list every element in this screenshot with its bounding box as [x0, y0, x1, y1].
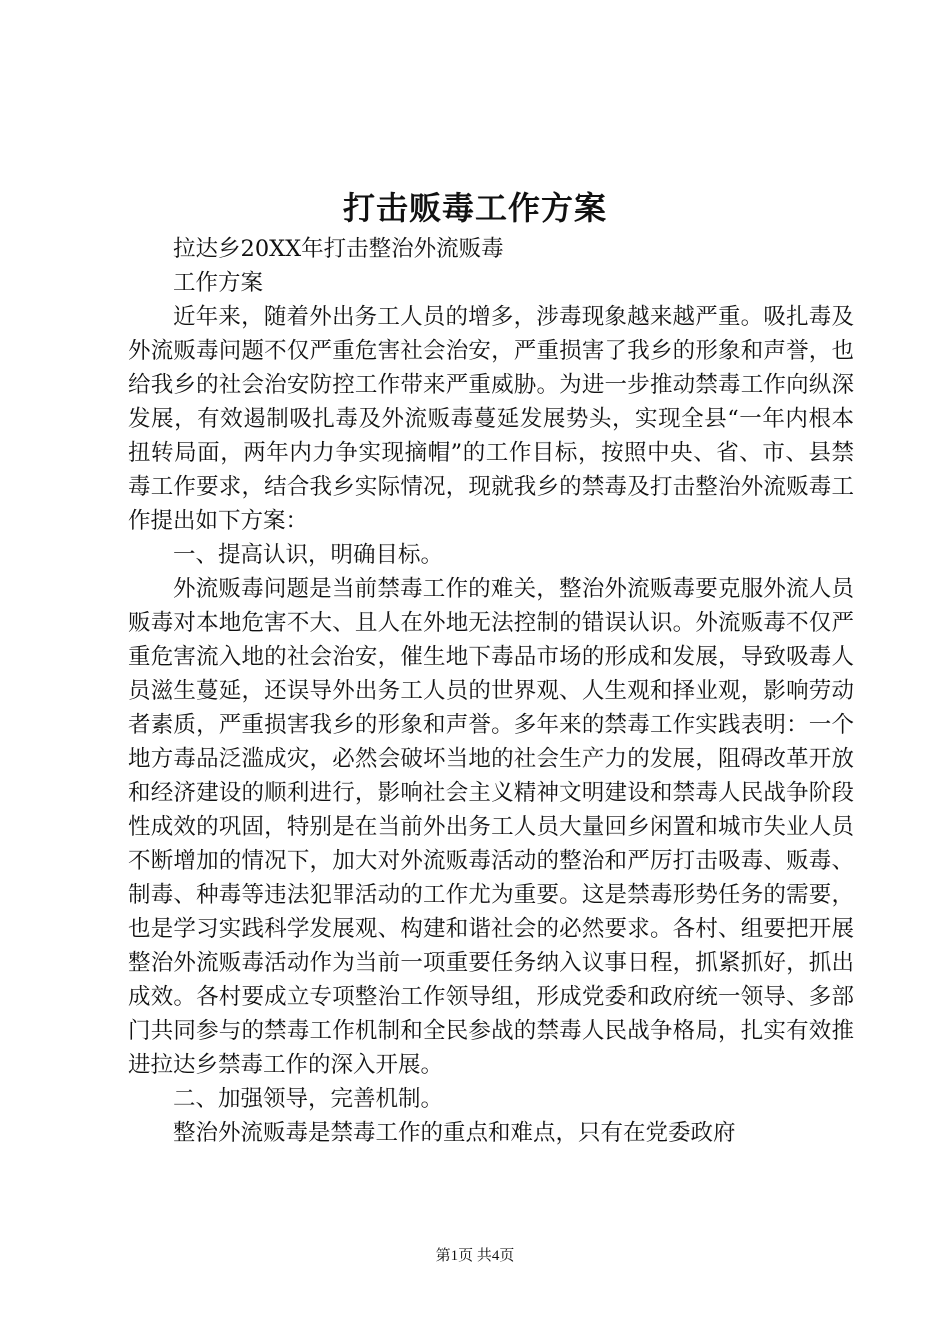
intro-paragraph: 近年来，随着外出务工人员的增多，涉毒现象越来越严重。吸扎毒及外流贩毒问题不仅严重危害社会治安，严重损害了我乡的形象和声誉，也给我乡的社会治安防控工作带来严重威胁。为进一步推动禁毒工作向纵深发展，有效遏制吸扎毒及外流贩毒蔓延发展势头，实现全县“一年内根本扭转局面，两年内力争实现摘帽”的工作目标，按照中央、省、市、县禁毒工作要求，结合我乡实际情况，现就我乡的禁毒及打击整治外流贩毒工作提出如下方案：: [128, 304, 854, 534]
subtitle-line-1: 拉达乡20XX年打击整治外流贩毒: [173, 236, 504, 262]
document-title: 打击贩毒工作方案: [342, 189, 607, 227]
document-body: [128, 232, 854, 1150]
section-heading-1: 一、提高认识，明确目标。: [173, 542, 444, 568]
section-2-paragraph: 整治外流贩毒是禁毒工作的重点和难点，只有在党委政府: [173, 1120, 736, 1146]
section-1-paragraph: 外流贩毒问题是当前禁毒工作的难关，整治外流贩毒要克服外流人员贩毒对本地危害不大、且人在外地无法控制的错误认识。外流贩毒不仅严重危害流入地的社会治安，催生地下毒品市场的形成和发展，导致吸毒人员滋生蔓延，还误导外出务工人员的世界观、人生观和择业观，影响劳动者素质，严重损害我乡的形象和声誉。多年来的禁毒工作实践表明：一个地方毒品泛滥成灾，必然会破坏当地的社会生产力的发展，阻碍改革开放和经济建设的顺利进行，影响社会主义精神文明建设和禁毒人民战争阶段性成效的巩固，特别是在当前外出务工人员大量回乡闲置和城市失业人员不断增加的情况下，加大对外流贩毒活动的整治和严厉打击吸毒、贩毒、制毒、种毒等违法犯罪活动的工作尤为重要。这是禁毒形势任务的需要，也是学习实践科学发展观、构建和谐社会的必然要求。各村、组要把开展整治外流贩毒活动作为当前一项重要任务纳入议事日程，抓紧抓好，抓出成效。各村要成立专项整治工作领导组，形成党委和政府统一领导、多部门共同参与的禁毒工作机制和全民参战的禁毒人民战争格局，扎实有效推进拉达乡禁毒工作的深入开展。: [128, 576, 854, 1078]
subtitle-line-2: 工作方案: [173, 270, 264, 296]
page-number-footer: 第1页 共4页: [435, 1248, 515, 1264]
section-heading-2: 二、加强领导，完善机制。: [173, 1086, 444, 1112]
